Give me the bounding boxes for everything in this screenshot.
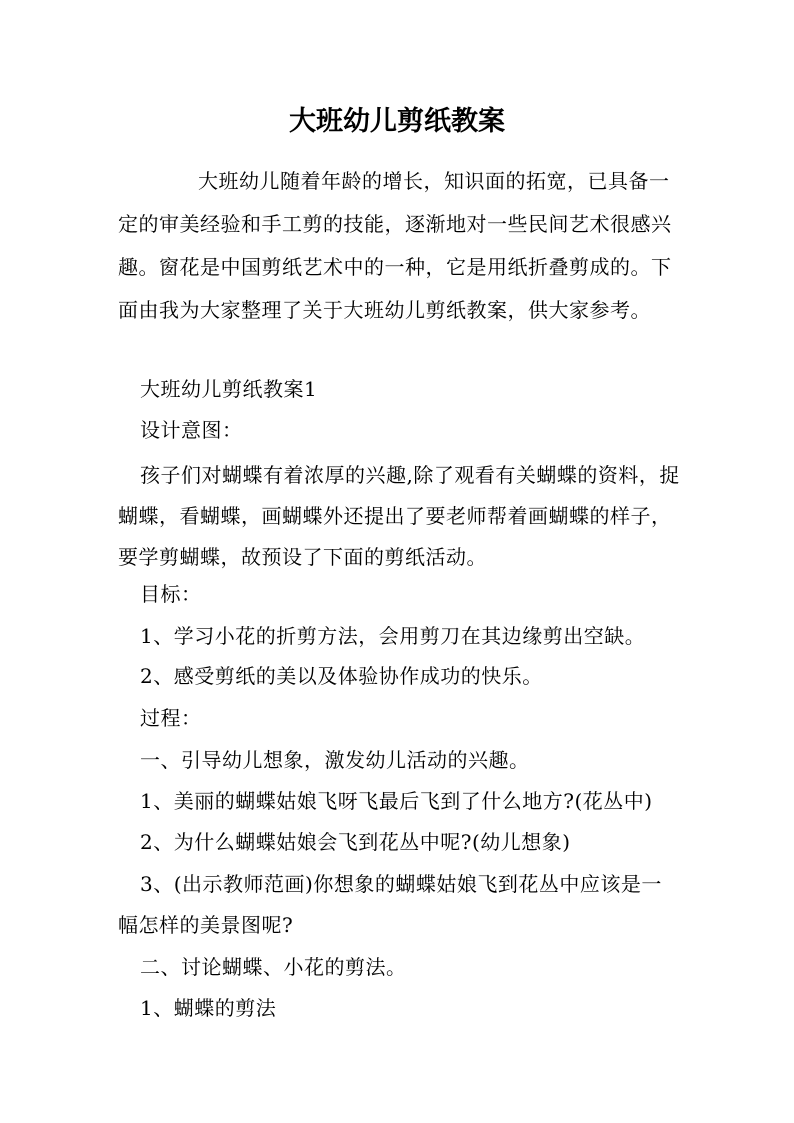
process-step-1: 一、引导幼儿想象，激发幼儿活动的兴趣。	[140, 748, 530, 772]
intro-paragraph: 大班幼儿随着年龄的增长，知识面的拓宽，已具备一定的审美经验和手工剪的技能，逐渐地对一些民间艺术很感兴趣。窗花是中国剪纸艺术中的一种，它是用纸折叠剪成的。下面由我为大家整理了关于大班幼儿剪纸教案，供大家参考。	[118, 169, 672, 322]
question-1: 1、美丽的蝴蝶姑娘飞呀飞最后飞到了什么地方?(花丛中)	[140, 789, 653, 813]
process-step-2: 二、讨论蝴蝶、小花的剪法。	[140, 955, 407, 979]
section-heading: 大班幼儿剪纸教案1	[140, 377, 318, 401]
document-title: 大班幼儿剪纸教案	[289, 106, 505, 137]
question-3: 3、(出示教师范画)你想象的蝴蝶姑娘飞到花丛中应该是一幅怎样的美景图呢?	[118, 872, 662, 937]
butterfly-method: 1、蝴蝶的剪法	[140, 996, 277, 1020]
design-intent-paragraph: 孩子们对蝴蝶有着浓厚的兴趣,除了观看有关蝴蝶的资料，捉蝴蝶，看蝴蝶，画蝴蝶外还提出了要老师帮着画蝴蝶的样子，要学剪蝴蝶，故预设了下面的剪纸活动。	[118, 463, 680, 569]
question-2: 2、为什么蝴蝶姑娘会飞到花丛中呢?(幼儿想象)	[140, 830, 571, 854]
goal-label: 目标：	[140, 582, 202, 606]
design-intent-label: 设计意图：	[140, 418, 243, 442]
goal-item-1: 1、学习小花的折剪方法，会用剪刀在其边缘剪出空缺。	[140, 624, 646, 648]
process-label: 过程：	[140, 706, 202, 730]
goal-item-2: 2、感受剪纸的美以及体验协作成功的快乐。	[140, 664, 543, 688]
